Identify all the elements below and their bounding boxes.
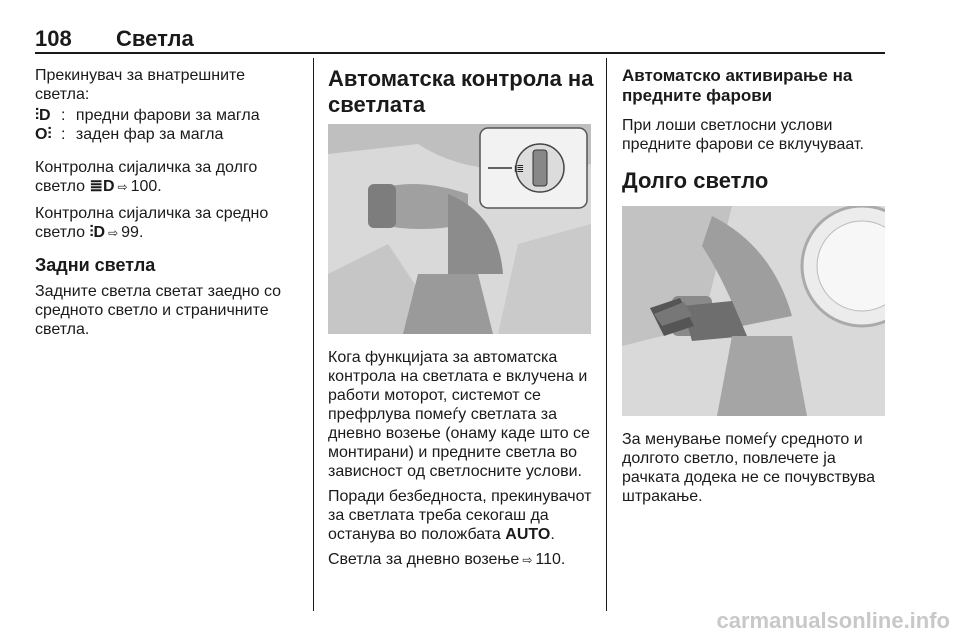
column-1 bbox=[35, 66, 297, 339]
high-beam-instructions: За менување помеѓу средното и долгото светло, повлечете ја рачката додека не се почувствува штракање. bbox=[622, 431, 876, 505]
auto-headlight-text: При лоши светлосни услови предните фарови се вклучуваат. bbox=[622, 117, 864, 153]
high-beam-lever-figure bbox=[622, 206, 885, 416]
column-divider-2 bbox=[606, 58, 607, 611]
fog-light-item-rear: O⫶ : заден фар за магла bbox=[35, 126, 224, 143]
tail-lights-heading: Задни светла bbox=[35, 255, 156, 275]
front-fog-icon: ⫶D bbox=[35, 107, 51, 124]
header-rule bbox=[35, 52, 885, 54]
high-beam-icon: ≣D bbox=[89, 178, 115, 195]
reference-arrow-icon: ⇨ bbox=[522, 553, 533, 567]
fog-light-item-front: ⫶D : предни фарови за магла bbox=[35, 107, 260, 124]
low-beam-icon: ⫶D bbox=[89, 224, 106, 241]
auto-position-label: AUTO bbox=[505, 526, 551, 543]
light-switch-figure bbox=[328, 124, 591, 334]
column-2-body bbox=[328, 348, 594, 570]
page-number: 108 bbox=[35, 26, 72, 51]
reference-arrow-icon: ⇨ bbox=[108, 226, 119, 240]
intro-text: Прекинувач за внатрешните светла: bbox=[35, 67, 246, 103]
high-beam-heading: Долго светло bbox=[622, 168, 769, 193]
svg-text:I≣: I≣ bbox=[514, 164, 525, 174]
watermark: carmanualsonline.info bbox=[716, 608, 950, 633]
high-beam-indicator-text: Контролна сијаличка за долго светло ≣D ⇨ 100. bbox=[35, 159, 258, 195]
auto-headlight-activation-heading: Автоматско активирање на предните фарови bbox=[622, 66, 853, 105]
drl-reference: Светла за дневно возење ⇨ 110. bbox=[328, 551, 566, 568]
column-divider-1 bbox=[313, 58, 314, 611]
rear-fog-icon: O⫶ bbox=[35, 126, 52, 143]
tail-lights-text: Задните светла светат заедно со средното светло и страничните светла. bbox=[35, 283, 282, 338]
reference-arrow-icon: ⇨ bbox=[117, 180, 128, 194]
section-title: Светла bbox=[116, 26, 194, 51]
column-3 bbox=[622, 66, 886, 194]
column-2 bbox=[328, 66, 594, 118]
safety-note: Поради безбедноста, прекинувачот за светлата треба секогаш да останува во положбата AUTO. bbox=[328, 488, 592, 543]
auto-light-control-heading: Автоматска контрола на светлата bbox=[328, 66, 594, 117]
low-beam-indicator-text: Контролна сијаличка за средно светло ⫶D ⇨ 99. bbox=[35, 205, 269, 241]
column-3-body bbox=[622, 430, 886, 506]
auto-light-description: Кога функцијата за автоматска контрола на светлата е вклучена и работи моторот, системот се префрлува помеѓу светлата за дневно возење (онаму каде што се монтирани) и предните светла во зависност од светлосните услови. bbox=[328, 349, 590, 480]
